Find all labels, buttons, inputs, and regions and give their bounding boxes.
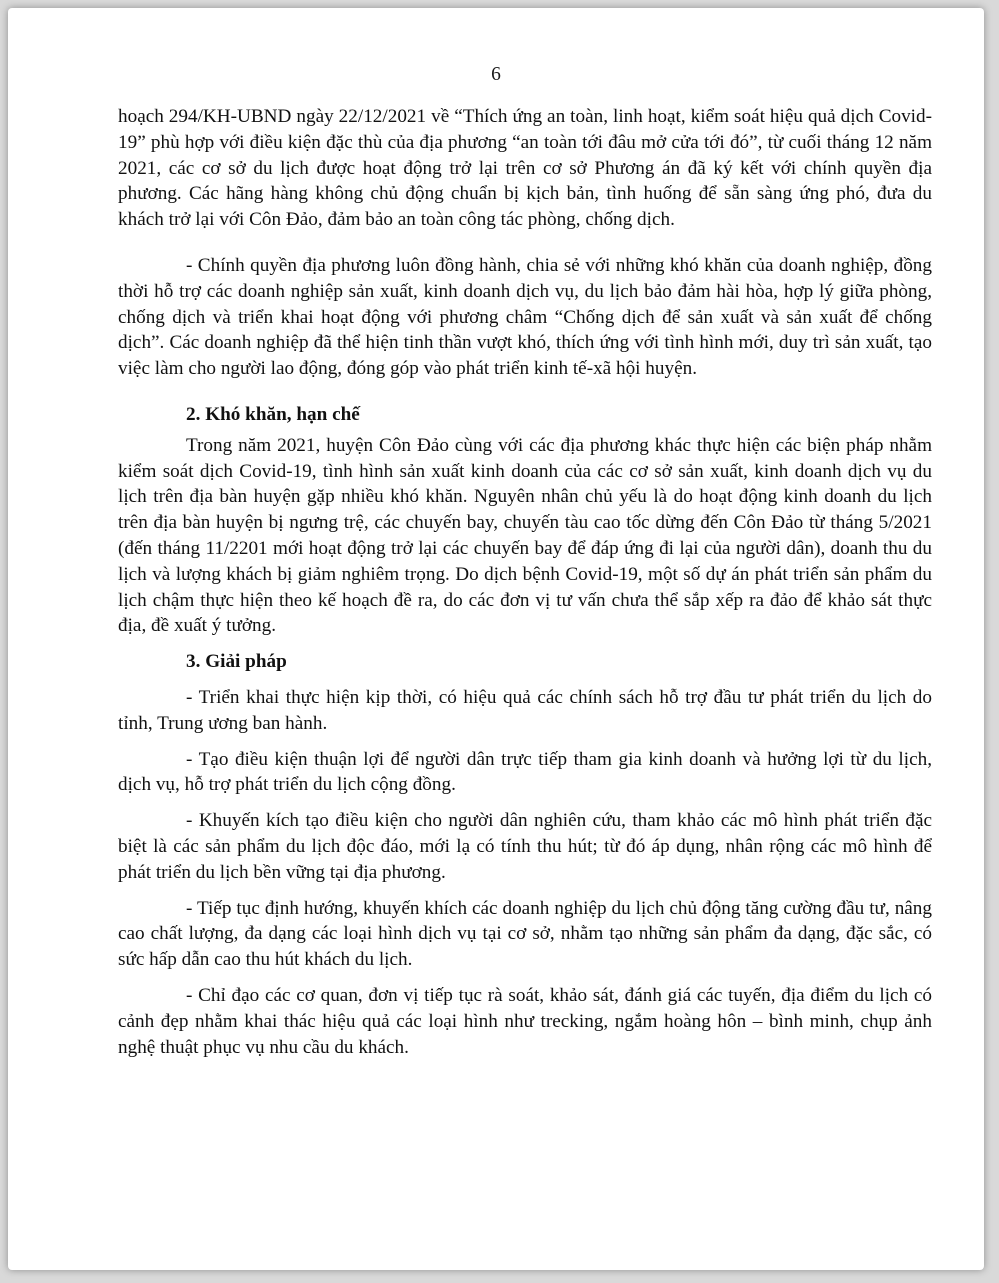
solution-item: - Triển khai thực hiện kịp thời, có hiệu quả các chính sách hỗ trợ đầu tư phát triển du lịch do tỉnh, Trung ương ban hành.: [118, 686, 932, 734]
paragraph-continuation: hoạch 294/KH-UBND ngày 22/12/2021 về “Thích ứng an toàn, linh hoạt, kiểm soát hiệu quả dịch Covid-19” phù hợp với điều kiện đặc thù của địa phương “an toàn tới đâu mở cửa tới đó”, từ cuối tháng 12 năm 2021, các cơ sở du lịch được hoạt động trở lại trên cơ sở Phương án đã ký kết với chính quyền địa phương. Các hãng hàng không chủ động chuẩn bị kịch bản, tình huống để sẵn sàng ứng phó, đưa du khách trở lại với Côn Đảo, đảm bảo an toàn công tác phòng, chống dịch.: [118, 106, 932, 231]
paragraph-local-government: - Chính quyền địa phương luôn đồng hành, chia sẻ với những khó khăn của doanh nghiệp, đồng thời hỗ trợ các doanh nghiệp sản xuất, kinh doanh dịch vụ, du lịch bảo đảm hài hòa, hợp lý giữa phòng, chống dịch và triển khai hoạt động với phương châm “Chống dịch để sản xuất và sản xuất để chống dịch”. Các doanh nghiệp đã thể hiện tinh thần vượt khó, thích ứng với tình hình mới, duy trì sản xuất, tạo việc làm cho người lao động, đóng góp vào phát triển kinh tế-xã hội huyện.: [118, 254, 932, 380]
solution-item: - Khuyến kích tạo điều kiện cho người dân nghiên cứu, tham khảo các mô hình phát triển đặc biệt là các sản phẩm du lịch độc đáo, mới lạ có tính thu hút; từ đó áp dụng, nhân rộng các mô hình để phát triển du lịch bền vững tại địa phương.: [118, 810, 932, 883]
solution-item: - Tiếp tục định hướng, khuyến khích các doanh nghiệp du lịch chủ động tăng cường đầu tư, nâng cao chất lượng, đa dạng các loại hình dịch vụ tại cơ sở, nhằm tạo những sản phẩm đa dạng, đặc sắc, có sức hấp dẫn cao thu hút khách du lịch.: [118, 897, 932, 971]
section-heading-solutions: 3. Giải pháp: [186, 651, 287, 673]
solution-item: - Chỉ đạo các cơ quan, đơn vị tiếp tục rà soát, khảo sát, đánh giá các tuyến, địa điểm du lịch có cảnh đẹp nhằm khai thác hiệu quả các loại hình như trecking, ngắm hoàng hôn – bình minh, chụp ảnh nghệ thuật phục vụ nhu cầu du khách.: [118, 984, 932, 1058]
page-number: 6: [491, 64, 501, 85]
document-body: [118, 104, 932, 1060]
section-heading-difficulties: 2. Khó khăn, hạn chế: [186, 403, 360, 425]
solution-item: - Tạo điều kiện thuận lợi để người dân trực tiếp tham gia kinh doanh và hưởng lợi từ du lịch, dịch vụ, hỗ trợ phát triển du lịch cộng đồng.: [118, 748, 932, 796]
paragraph-difficulties: Trong năm 2021, huyện Côn Đảo cùng với các địa phương khác thực hiện các biện pháp nhằm kiểm soát dịch Covid-19, tình hình sản xuất kinh doanh của các cơ sở sản xuất, kinh doanh dịch vụ du lịch trên địa bàn huyện gặp nhiều khó khăn. Nguyên nhân chủ yếu là do hoạt động kinh doanh du lịch trên địa bàn huyện bị ngưng trệ, các chuyến bay, chuyến tàu cao tốc dừng đến Côn Đảo từ tháng 5/2021 (đến tháng 11/2201 mới hoạt động trở lại các chuyến bay để đáp ứng đi lại của người dân), doanh thu du lịch và lượng khách bị giảm nghiêm trọng. Do dịch bệnh Covid-19, một số dự án phát triển sản phẩm du lịch chậm thực hiện theo kế hoạch đề ra, do các đơn vị tư vấn chưa thể sắp xếp ra đảo để khảo sát thực địa, đề xuất ý tưởng.: [118, 434, 932, 637]
document-page: [8, 8, 984, 1270]
